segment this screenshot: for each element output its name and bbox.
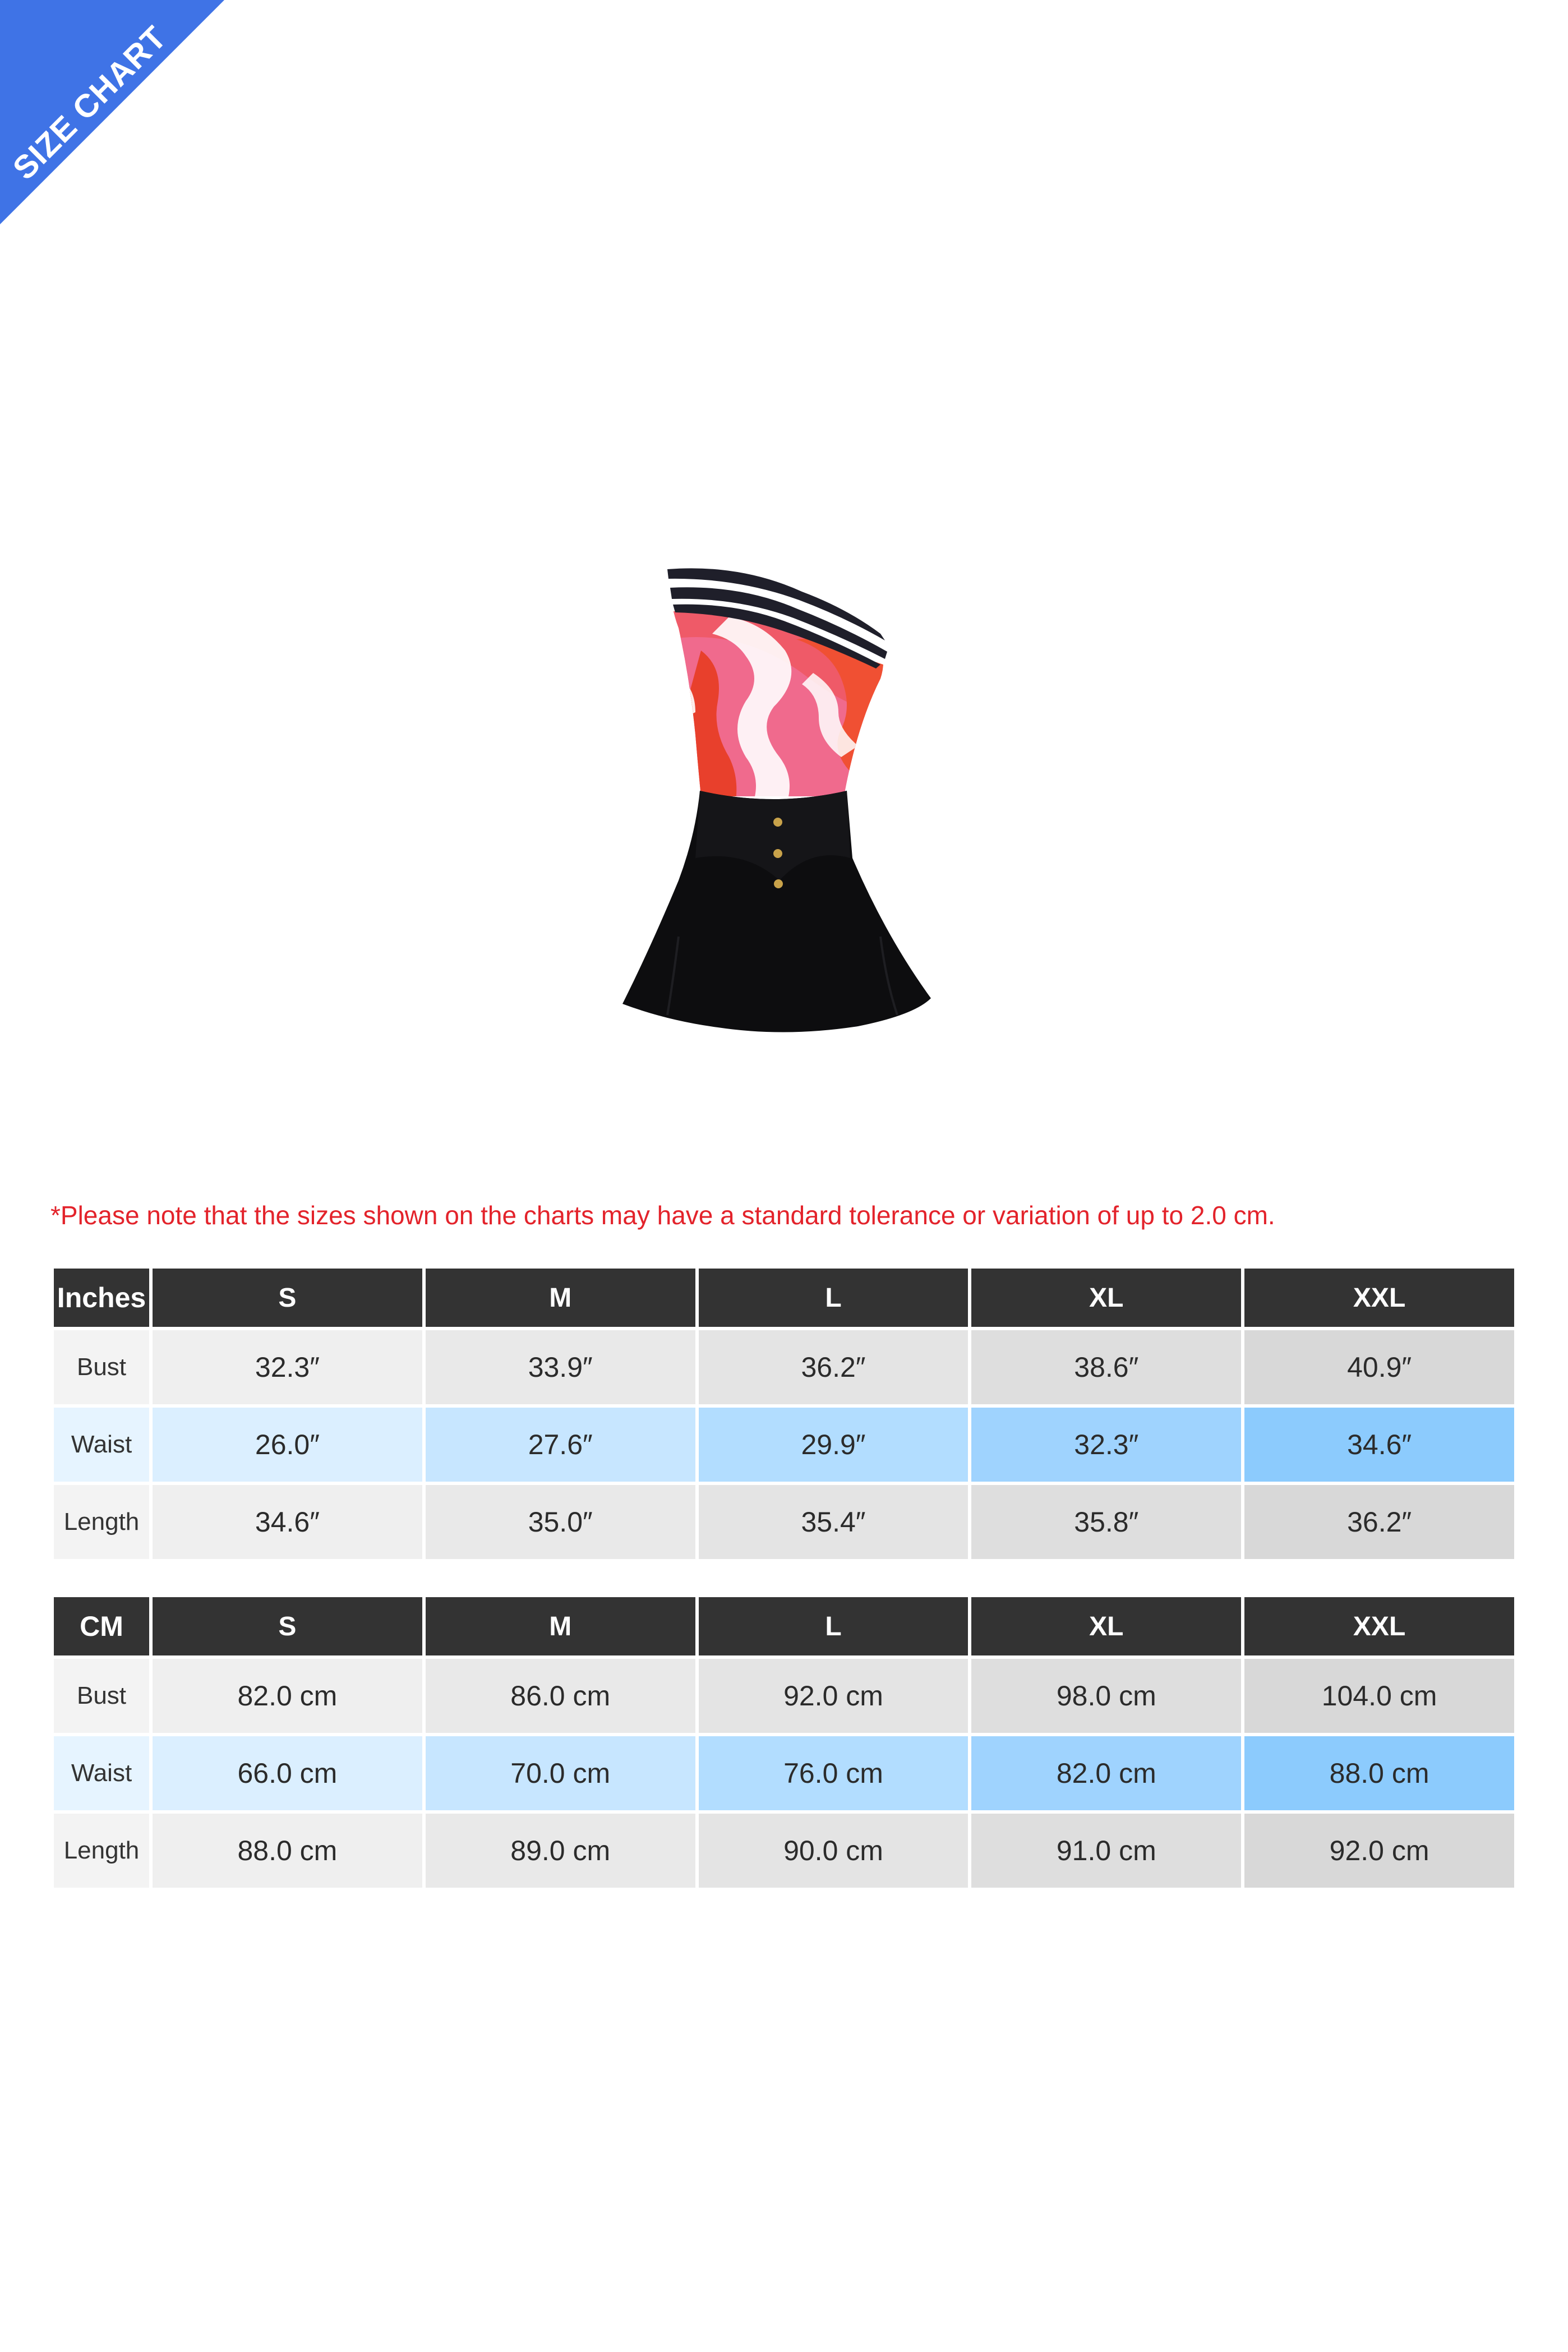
- row-label-length: Length: [54, 1485, 149, 1559]
- tolerance-note: *Please note that the sizes shown on the charts may have a standard tolerance or variation of up to 2.0 cm.: [50, 1201, 1275, 1230]
- table-cell: 26.0″: [153, 1408, 422, 1482]
- table-cell: 76.0 cm: [699, 1736, 969, 1810]
- size-header-l: L: [699, 1597, 969, 1655]
- table-cell: 33.9″: [426, 1330, 695, 1404]
- size-header-m: M: [426, 1269, 695, 1327]
- table-cell: 90.0 cm: [699, 1814, 969, 1888]
- row-label-length: Length: [54, 1814, 149, 1888]
- size-header-xl: XL: [971, 1269, 1241, 1327]
- table-cell: 32.3″: [971, 1408, 1241, 1482]
- table-cell: 35.0″: [426, 1485, 695, 1559]
- table-cell: 98.0 cm: [971, 1659, 1241, 1733]
- size-header-l: L: [699, 1269, 969, 1327]
- table-cell: 27.6″: [426, 1408, 695, 1482]
- size-header-s: S: [153, 1597, 422, 1655]
- size-header-m: M: [426, 1597, 695, 1655]
- row-label-bust: Bust: [54, 1330, 149, 1404]
- table-cell: 40.9″: [1244, 1330, 1514, 1404]
- table-cell: 29.9″: [699, 1408, 969, 1482]
- dress-product-image: [617, 544, 976, 1071]
- table-cell: 32.3″: [153, 1330, 422, 1404]
- table-cell: 38.6″: [971, 1330, 1241, 1404]
- table-cell: 88.0 cm: [1244, 1736, 1514, 1810]
- table-cell: 82.0 cm: [153, 1659, 422, 1733]
- badge-triangle: [0, 0, 224, 224]
- table-cell: 36.2″: [1244, 1485, 1514, 1559]
- table-row-length: [54, 1485, 1514, 1559]
- cm-unit-header: CM: [54, 1597, 149, 1655]
- size-header-xxl: XXL: [1244, 1269, 1514, 1327]
- table-cell: 70.0 cm: [426, 1736, 695, 1810]
- inches-size-table: [50, 1265, 1518, 1562]
- size-header-xl: XL: [971, 1597, 1241, 1655]
- inches-header-row: [54, 1269, 1514, 1327]
- table-cell: 89.0 cm: [426, 1814, 695, 1888]
- table-cell: 34.6″: [1244, 1408, 1514, 1482]
- badge-label: SIZE CHART: [6, 19, 174, 187]
- table-cell: 35.4″: [699, 1485, 969, 1559]
- row-label-waist: Waist: [54, 1408, 149, 1482]
- table-cell: 88.0 cm: [153, 1814, 422, 1888]
- table-cell: 92.0 cm: [699, 1659, 969, 1733]
- cm-header-row: [54, 1597, 1514, 1655]
- table-cell: 104.0 cm: [1244, 1659, 1514, 1733]
- row-label-waist: Waist: [54, 1736, 149, 1810]
- size-chart-badge: [0, 0, 236, 236]
- cm-size-table: [50, 1594, 1518, 1891]
- size-header-xxl: XXL: [1244, 1597, 1514, 1655]
- table-cell: 66.0 cm: [153, 1736, 422, 1810]
- inches-unit-header: Inches: [54, 1269, 149, 1327]
- table-cell: 86.0 cm: [426, 1659, 695, 1733]
- table-row-bust: [54, 1330, 1514, 1404]
- table-row-bust: [54, 1659, 1514, 1733]
- table-cell: 36.2″: [699, 1330, 969, 1404]
- table-cell: 92.0 cm: [1244, 1814, 1514, 1888]
- table-cell: 34.6″: [153, 1485, 422, 1559]
- table-cell: 35.8″: [971, 1485, 1241, 1559]
- row-label-bust: Bust: [54, 1659, 149, 1733]
- size-header-s: S: [153, 1269, 422, 1327]
- table-row-length: [54, 1814, 1514, 1888]
- table-row-waist: [54, 1736, 1514, 1810]
- table-cell: 91.0 cm: [971, 1814, 1241, 1888]
- table-cell: 82.0 cm: [971, 1736, 1241, 1810]
- table-row-waist: [54, 1408, 1514, 1482]
